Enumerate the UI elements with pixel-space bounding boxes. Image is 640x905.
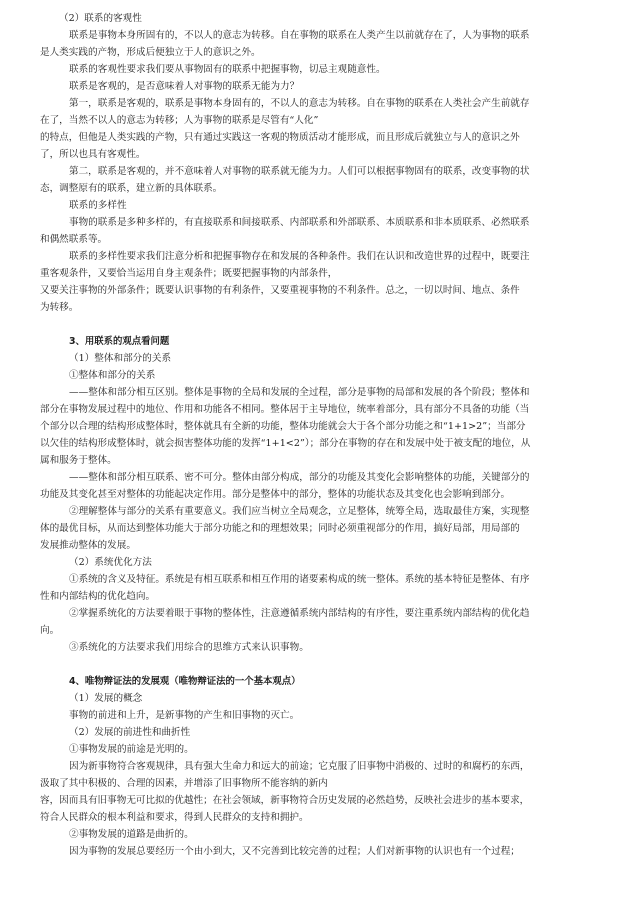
paragraph-line: 属和服务于整体。: [40, 455, 117, 466]
paragraph-line: 又要关注事物的外部条件；既要认识事物的有利条件，又要重视事物的不利条件。总之，一切以时间、地点、条件: [40, 285, 520, 296]
paragraph-line: 功能及其变化甚至对整体的功能起决定作用。部分是整体中的部分，整体的功能状态及其变化也会影响到部分。: [40, 489, 511, 500]
paragraph-line: 因为事物的发展总要经历一个由小到大，又不完善到比较完善的过程；人们对新事物的认识也有一个过程；: [69, 846, 520, 857]
paragraph-line: 事物的联系是多种多样的，有直接联系和间接联系、内部联系和外部联系、本质联系和非本质联系、必然联系: [69, 217, 530, 228]
paragraph-line: 第一，联系是客观的，联系是事物本身固有的，不以人的意志为转移。自在事物的联系在人类社会产生前就存: [69, 98, 530, 109]
heading-section-4: 4、唯物辩证法的发展观（唯物辩证法的一个基本观点）: [69, 676, 301, 687]
paragraph-line: 在了，当然不以人的意志为转移；人为事物的联系是尽管有“人化”: [40, 115, 319, 126]
subsection-title: （2）发展的前进性和曲折性: [69, 727, 191, 738]
paragraph-line: 以欠佳的结构形成整体时，就会损害整体功能的发挥“1+1<2”）；部分在事物的存在和发展中处于被支配的地位，从: [40, 438, 531, 449]
paragraph-line: 的特点，但他是人类实践的产物，只有通过实践这一客观的物质活动才能形成，而且形成后就独立与人的意识之外: [40, 132, 520, 143]
paragraph-line: 联系是事物本身所固有的，不以人的意志为转移。自在事物的联系在人类产生以前就存在了，人为事物的联系: [69, 30, 530, 41]
paragraph-line: 联系是客观的，是否意味着人对事物的联系无能为力？: [69, 81, 300, 92]
paragraph-line: 容，因而具有旧事物无可比拟的优越性；在社会领域，新事物符合历史发展的必然趋势，反映社会进步的基本要求，: [40, 795, 530, 806]
heading-section-3: 3、用联系的观点看问题: [69, 336, 170, 347]
paragraph-line: ——整体和部分相互联系、密不可分。整体由部分构成，部分的功能及其变化会影响整体的功能，关键部分的: [69, 472, 530, 483]
paragraph-line: ②掌握系统化的方法要着眼于事物的整体性，注意遵循系统内部结构的有序性，要注重系统内部结构的优化趋: [69, 608, 530, 619]
section-title-objectivity: （2）联系的客观性: [59, 13, 142, 24]
paragraph-line: 了，所以也具有客观性。: [40, 149, 146, 160]
paragraph-line: 联系的客观性要求我们要从事物固有的联系中把握事物，切忌主观随意性。: [69, 64, 386, 75]
item-title: ②事物发展的道路是曲折的。: [69, 829, 194, 840]
paragraph-line: 为转移。: [40, 302, 79, 313]
subsection-title: （1）整体和部分的关系: [69, 353, 172, 364]
paragraph-line: 汲取了其中积极的、合理的因素，并增添了旧事物所不能容纳的新内: [40, 778, 328, 789]
paragraph-line: 事物的前进和上升，是新事物的产生和旧事物的灭亡。: [69, 710, 300, 721]
spacer: [40, 316, 612, 333]
subsection-title: （2）系统优化方法: [69, 557, 152, 568]
item-title: ①事物发展的前途是光明的。: [69, 744, 194, 755]
paragraph-line: 发展推动整体的发展。: [40, 540, 136, 551]
paragraph-line: 第二，联系是客观的，并不意味着人对事物的联系就无能为力。人们可以根据事物固有的联系，改变事物的状: [69, 166, 530, 177]
paragraph-line: 因为新事物符合客观规律，具有强大生命力和远大的前途；它克服了旧事物中消极的、过时的和腐朽的东西，: [69, 761, 530, 772]
paragraph-line: ①系统的含义及特征。系统是有相互联系和相互作用的诸要素构成的统一整体。系统的基本特征是整体、有序: [69, 574, 530, 585]
paragraph-line: 联系的多样性要求我们注意分析和把握事物存在和发展的各种条件。我们在认识和改造世界的过程中，既要注: [69, 251, 530, 262]
paragraph-line: 体的最优目标，从而达到整体功能大于部分功能之和的理想效果；同时必须重视部分的作用，搞好局部，用局部的: [40, 523, 520, 534]
paragraph-line: 个部分以合理的结构形成整体时，整体就具有全新的功能，整体功能就会大于各个部分功能之和“1+1>2”；当部分: [40, 421, 526, 432]
subsection-title: （1）发展的概念: [69, 693, 143, 704]
paragraph-line: 性和内部结构的优化趋向。: [40, 591, 156, 602]
section-title-diversity: 联系的多样性: [69, 200, 127, 211]
document-page: [40, 10, 612, 860]
paragraph-line: 重客观条件，又要恰当运用自身主观条件；既要把握事物的内部条件，: [40, 268, 338, 279]
paragraph-line: ——整体和部分相互区别。整体是事物的全局和发展的全过程，部分是事物的局部和发展的各个阶段；整体和: [69, 387, 530, 398]
paragraph-line: ②理解整体与部分的关系有重要意义。我们应当树立全局观念，立足整体，统筹全局，选取最佳方案，实现整: [69, 506, 530, 517]
paragraph-line: 符合人民群众的根本利益和要求，得到人民群众的支持和拥护。: [40, 812, 309, 823]
spacer: [40, 656, 612, 673]
paragraph-line: 和偶然联系等。: [40, 234, 108, 245]
paragraph-line: 部分在事物发展过程中的地位、作用和功能各不相同。整体居于主导地位，统率着部分，具有部分不具备的功能（当: [40, 404, 530, 415]
paragraph-line: 是人类实践的产物，形成后便独立于人的意识之外。: [40, 47, 261, 58]
paragraph-line: ③系统化的方法要求我们用综合的思维方式来认识事物。: [69, 642, 309, 653]
paragraph-line: 向。: [40, 625, 60, 636]
paragraph-line: 态，调整原有的联系，建立新的具体联系。: [40, 183, 223, 194]
item-title: ①整体和部分的关系: [69, 370, 156, 381]
